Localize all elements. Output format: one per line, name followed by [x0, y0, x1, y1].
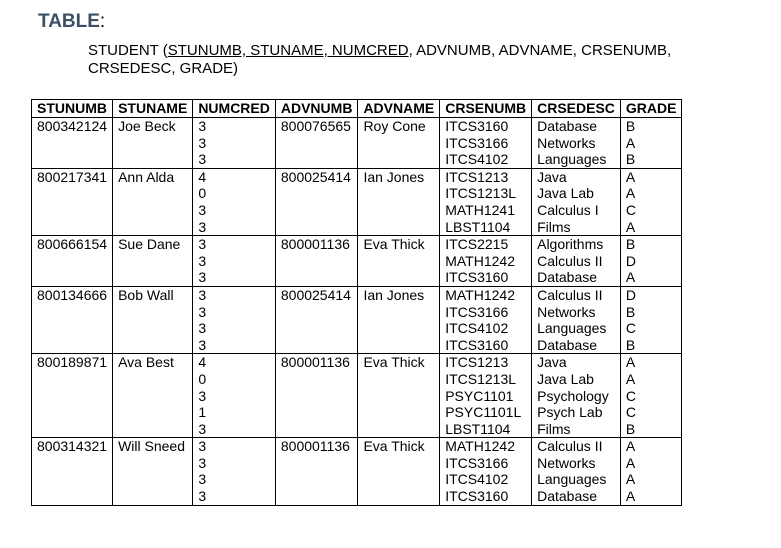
- course-number: MATH1241: [445, 201, 515, 218]
- relation-schema: [88, 42, 748, 78]
- course-description: Database: [537, 269, 598, 286]
- course-number: ITCS3160: [445, 488, 509, 505]
- course-number-cell: [440, 118, 532, 169]
- grade-cell: [620, 354, 682, 438]
- credit-count: 3: [198, 269, 207, 286]
- course-number: PSYC1101: [445, 387, 514, 404]
- table-row: [32, 168, 682, 235]
- course-number: ITCS3166: [445, 303, 509, 320]
- course-number: ITCS3166: [445, 454, 509, 471]
- advisor-number: 800001136: [275, 236, 358, 287]
- grade: A: [625, 269, 636, 286]
- grade: B: [625, 420, 636, 437]
- credit-count: 3: [198, 454, 207, 471]
- course-description: Database: [537, 488, 598, 505]
- course-number: ITCS3166: [445, 134, 509, 151]
- credit-count: 4: [198, 168, 207, 185]
- advisor-number: 800025414: [275, 286, 358, 353]
- grade-cell: [620, 236, 682, 287]
- course-description: Database: [537, 336, 598, 353]
- course-number: MATH1242: [445, 286, 515, 303]
- advisor-number: 800001136: [275, 438, 358, 505]
- credit-count: 0: [198, 370, 207, 387]
- course-number-cell: [440, 438, 532, 505]
- advisor-name: Eva Thick: [358, 354, 440, 438]
- course-number: ITCS1213L: [445, 185, 517, 202]
- grade-cell: [620, 286, 682, 353]
- course-number: MATH1242: [445, 252, 515, 269]
- course-description: Films: [537, 420, 571, 437]
- student-number: 800666154: [32, 236, 113, 287]
- credit-count: 1: [198, 404, 207, 421]
- course-description: Psychology: [537, 387, 609, 404]
- course-description-cell: [532, 236, 621, 287]
- course-description: Algorithms: [537, 236, 604, 253]
- schema-prefix: STUDENT (: [88, 42, 168, 59]
- student-number: 800189871: [32, 354, 113, 438]
- course-number: ITCS4102: [445, 151, 509, 168]
- grade: A: [625, 354, 636, 371]
- course-description: Calculus II: [537, 252, 603, 269]
- credit-count: 3: [198, 320, 207, 337]
- advisor-name: Roy Cone: [358, 118, 440, 169]
- column-header: STUNAME: [113, 100, 193, 118]
- credit-count: 3: [198, 118, 207, 134]
- course-number: MATH1242: [445, 438, 515, 455]
- schema-line2: CRSEDESC, GRADE): [88, 60, 239, 77]
- grade: A: [625, 471, 636, 488]
- advisor-number: 800076565: [275, 118, 358, 169]
- course-description-cell: [532, 118, 621, 169]
- course-number: PSYC1101L: [445, 404, 522, 421]
- credit-count-cell: [193, 118, 276, 169]
- credit-count-cell: [193, 438, 276, 505]
- advisor-number: 800025414: [275, 168, 358, 235]
- column-header: STUNUMB: [32, 100, 113, 118]
- course-number: ITCS3160: [445, 336, 509, 353]
- grade: A: [625, 454, 636, 471]
- table-header-row: [32, 100, 682, 118]
- grade: B: [625, 236, 636, 253]
- grade: D: [625, 286, 637, 303]
- column-header: GRADE: [620, 100, 682, 118]
- course-description-cell: [532, 168, 621, 235]
- course-number-cell: [440, 236, 532, 287]
- course-description: Calculus II: [537, 438, 603, 455]
- credit-count: 3: [198, 286, 207, 303]
- course-description: Languages: [537, 471, 607, 488]
- column-header: ADVNAME: [358, 100, 440, 118]
- course-number: LBST1104: [445, 218, 511, 235]
- grade-cell: [620, 118, 682, 169]
- course-description: Networks: [537, 454, 596, 471]
- grade: C: [625, 387, 637, 404]
- credit-count: 3: [198, 218, 207, 235]
- advisor-name: Eva Thick: [358, 438, 440, 505]
- course-description-cell: [532, 286, 621, 353]
- credit-count: 3: [198, 387, 207, 404]
- credit-count: 3: [198, 336, 207, 353]
- credit-count: 0: [198, 185, 207, 202]
- schema-line1-rest: , ADVNUMB, ADVNAME, CRSENUMB,: [408, 42, 672, 59]
- grade: C: [625, 320, 637, 337]
- column-header: NUMCRED: [193, 100, 276, 118]
- grade-cell: [620, 168, 682, 235]
- course-number: ITCS4102: [445, 320, 509, 337]
- course-number: ITCS1213L: [445, 370, 517, 387]
- student-name: Ann Alda: [113, 168, 193, 235]
- grade: B: [625, 118, 636, 134]
- grade: D: [625, 252, 637, 269]
- column-header: CRSENUMB: [440, 100, 532, 118]
- credit-count-cell: [193, 286, 276, 353]
- grade: A: [625, 134, 636, 151]
- student-name: Joe Beck: [113, 118, 193, 169]
- grade: A: [625, 438, 636, 455]
- course-number: ITCS4102: [445, 471, 509, 488]
- course-description: Database: [537, 118, 598, 134]
- course-description: Psych Lab: [537, 404, 603, 421]
- grade: B: [625, 336, 636, 353]
- grade: C: [625, 201, 637, 218]
- table-row: [32, 236, 682, 287]
- credit-count: 4: [198, 354, 207, 371]
- course-description: Networks: [537, 134, 596, 151]
- table-body: [32, 118, 682, 506]
- course-number: ITCS3160: [445, 118, 509, 134]
- course-description: Languages: [537, 151, 607, 168]
- heading-label: TABLE: [38, 11, 100, 32]
- grade: C: [625, 404, 637, 421]
- course-number: ITCS1213: [445, 354, 509, 371]
- credit-count-cell: [193, 236, 276, 287]
- course-description: Java: [537, 168, 567, 185]
- credit-count-cell: [193, 354, 276, 438]
- grade: A: [625, 185, 636, 202]
- credit-count: 3: [198, 471, 207, 488]
- credit-count: 3: [198, 488, 207, 505]
- column-header: CRSEDESC: [532, 100, 621, 118]
- course-description: Java: [537, 354, 567, 371]
- credit-count: 3: [198, 303, 207, 320]
- grade: B: [625, 303, 636, 320]
- advisor-name: Ian Jones: [358, 168, 440, 235]
- course-description: Languages: [537, 320, 607, 337]
- course-description: Java Lab: [537, 185, 594, 202]
- course-description: Java Lab: [537, 370, 594, 387]
- table-row: [32, 438, 682, 505]
- grade: A: [625, 218, 636, 235]
- course-description: Films: [537, 218, 571, 235]
- course-description: Calculus II: [537, 286, 603, 303]
- student-number: 800134666: [32, 286, 113, 353]
- student-number: 800314321: [32, 438, 113, 505]
- student-name: Ava Best: [113, 354, 193, 438]
- grade: A: [625, 370, 636, 387]
- table-row: [32, 354, 682, 438]
- course-number-cell: [440, 354, 532, 438]
- course-number: LBST1104: [445, 420, 511, 437]
- document-heading: [38, 11, 105, 33]
- student-number: 800342124: [32, 118, 113, 169]
- course-description: Calculus I: [537, 201, 599, 218]
- grade: B: [625, 151, 636, 168]
- table-row: [32, 286, 682, 353]
- grade: A: [625, 168, 636, 185]
- credit-count: 3: [198, 134, 207, 151]
- advisor-name: Ian Jones: [358, 286, 440, 353]
- table-row: [32, 118, 682, 169]
- credit-count: 3: [198, 438, 207, 455]
- student-name: Will Sneed: [113, 438, 193, 505]
- credit-count: 3: [198, 201, 207, 218]
- credit-count: 3: [198, 151, 207, 168]
- course-number: ITCS2215: [445, 236, 509, 253]
- credit-count: 3: [198, 236, 207, 253]
- schema-primary-key: STUNUMB, STUNAME, NUMCRED: [167, 42, 409, 59]
- column-header: ADVNUMB: [275, 100, 358, 118]
- course-number: ITCS1213: [445, 168, 509, 185]
- credit-count: 3: [198, 420, 207, 437]
- student-table: [31, 99, 682, 506]
- student-name: Bob Wall: [113, 286, 193, 353]
- course-number: ITCS3160: [445, 269, 509, 286]
- student-name: Sue Dane: [113, 236, 193, 287]
- heading-colon: :: [99, 11, 106, 32]
- credit-count-cell: [193, 168, 276, 235]
- course-description-cell: [532, 354, 621, 438]
- grade-cell: [620, 438, 682, 505]
- student-number: 800217341: [32, 168, 113, 235]
- credit-count: 3: [198, 252, 207, 269]
- course-number-cell: [440, 286, 532, 353]
- advisor-number: 800001136: [275, 354, 358, 438]
- advisor-name: Eva Thick: [358, 236, 440, 287]
- course-description: Networks: [537, 303, 596, 320]
- course-description-cell: [532, 438, 621, 505]
- grade: A: [625, 488, 636, 505]
- course-number-cell: [440, 168, 532, 235]
